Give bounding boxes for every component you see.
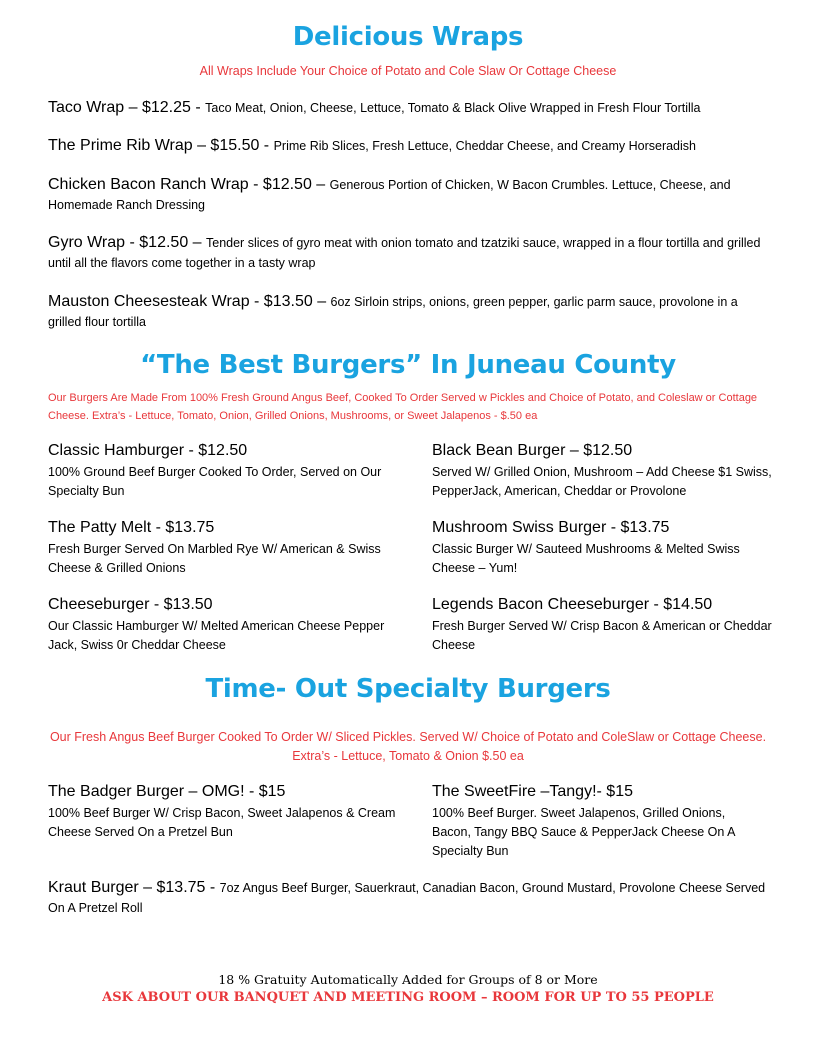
menu-item xyxy=(48,518,398,578)
item-desc: Prime Rib Slices, Fresh Lettuce, Cheddar Cheese, and Creamy Horseradish xyxy=(273,139,696,153)
menu-item xyxy=(48,292,773,332)
wraps-heading: Delicious Wraps xyxy=(292,22,524,52)
item-name: The Patty Melt - $13.75 xyxy=(48,519,215,536)
menu-item xyxy=(48,98,773,118)
item-desc: 7oz Angus Beef Burger, Sauerkraut, Canadian Bacon, Ground Mustard, Provolone Cheese Served On A Pretzel Roll xyxy=(48,881,766,915)
item-name: Classic Hamburger - $12.50 xyxy=(48,442,248,459)
menu-item xyxy=(48,233,773,273)
menu-item xyxy=(432,518,782,578)
menu-item xyxy=(48,441,398,501)
item-name: Taco Wrap – $12.25 - xyxy=(48,99,206,116)
item-desc: 100% Beef Burger. Sweet Jalapenos, Grilled Onions, Bacon, Tangy BBQ Sauce & PepperJack Cheese On A Specialty Bun xyxy=(432,806,735,858)
item-name: Mauston Cheesesteak Wrap - $13.50 – xyxy=(48,293,331,310)
menu-item xyxy=(48,136,773,156)
menu-item xyxy=(48,782,398,842)
item-name: Black Bean Burger – $12.50 xyxy=(432,442,633,459)
item-desc: Served W/ Grilled Onion, Mushroom – Add Cheese $1 Swiss, PepperJack, American, Cheddar or Provolone xyxy=(432,465,772,498)
item-desc: 100% Ground Beef Burger Cooked To Order, Served on Our Specialty Bun xyxy=(48,465,382,498)
burgers-note: Our Burgers Are Made From 100% Fresh Ground Angus Beef, Cooked To Order Served w Pickles and Choice of Potato, and Coleslaw or Cottage Cheese. Extra’s - Lettuce, Tomato, Onion, Grilled Onions, Mushrooms, or Sweet Jalapenos - $.50 ea xyxy=(48,392,758,422)
menu-item xyxy=(48,595,398,655)
item-desc: Our Classic Hamburger W/ Melted American Cheese Pepper Jack, Swiss 0r Cheddar Cheese xyxy=(48,619,385,652)
item-desc: Generous Portion of Chicken, W Bacon Crumbles. Lettuce, Cheese, and Homemade Ranch Dressing xyxy=(48,178,731,212)
item-desc: 100% Beef Burger W/ Crisp Bacon, Sweet Jalapenos & Cream Cheese Served On a Pretzel Bun xyxy=(48,806,396,839)
item-name: Kraut Burger – $13.75 - xyxy=(48,879,220,896)
item-name: Gyro Wrap - $12.50 – xyxy=(48,234,206,251)
wraps-note: All Wraps Include Your Choice of Potato and Cole Slaw Or Cottage Cheese xyxy=(199,64,617,78)
item-name: Cheeseburger - $13.50 xyxy=(48,596,213,613)
specialty-note: Our Fresh Angus Beef Burger Cooked To Order W/ Sliced Pickles. Served W/ Choice of Potato and ColeSlaw or Cottage Cheese. Extra’s - Lettuce, Tomato & Onion $.50 ea xyxy=(49,730,767,763)
item-desc: 6oz Sirloin strips, onions, green pepper, garlic parm sauce, provolone in a grilled flour tortilla xyxy=(48,295,738,329)
menu-item xyxy=(432,595,782,655)
item-desc: Classic Burger W/ Sauteed Mushrooms & Melted Swiss Cheese – Yum! xyxy=(432,542,740,575)
item-name: Legends Bacon Cheeseburger - $14.50 xyxy=(432,596,713,613)
item-name: Chicken Bacon Ranch Wrap - $12.50 – xyxy=(48,176,330,193)
menu-item xyxy=(432,441,782,501)
item-name: Mushroom Swiss Burger - $13.75 xyxy=(432,519,670,536)
item-name: The SweetFire –Tangy!- $15 xyxy=(432,783,633,800)
item-desc: Fresh Burger Served W/ Crisp Bacon & American or Cheddar Cheese xyxy=(432,619,772,652)
menu-item xyxy=(48,175,773,215)
item-name: The Prime Rib Wrap – $15.50 - xyxy=(48,137,274,154)
item-desc: Fresh Burger Served On Marbled Rye W/ American & Swiss Cheese & Grilled Onions xyxy=(48,542,381,575)
gratuity-note: 18 % Gratuity Automatically Added for Groups of 8 or More xyxy=(218,972,598,987)
burgers-heading: “The Best Burgers” In Juneau County xyxy=(140,350,676,380)
item-desc: Taco Meat, Onion, Cheese, Lettuce, Tomato & Black Olive Wrapped in Fresh Flour Tortilla xyxy=(205,101,701,115)
item-desc: Tender slices of gyro meat with onion tomato and tzatziki sauce, wrapped in a flour tortilla and grilled until all the flavors come together in a tasty wrap xyxy=(48,236,761,270)
menu-item xyxy=(432,782,762,861)
item-name: The Badger Burger – OMG! - $15 xyxy=(48,783,286,800)
menu-item xyxy=(48,878,773,918)
specialty-heading: Time- Out Specialty Burgers xyxy=(205,674,611,704)
banquet-note: ASK ABOUT OUR BANQUET AND MEETING ROOM – ROOM FOR UP TO 55 PEOPLE xyxy=(102,990,714,1005)
